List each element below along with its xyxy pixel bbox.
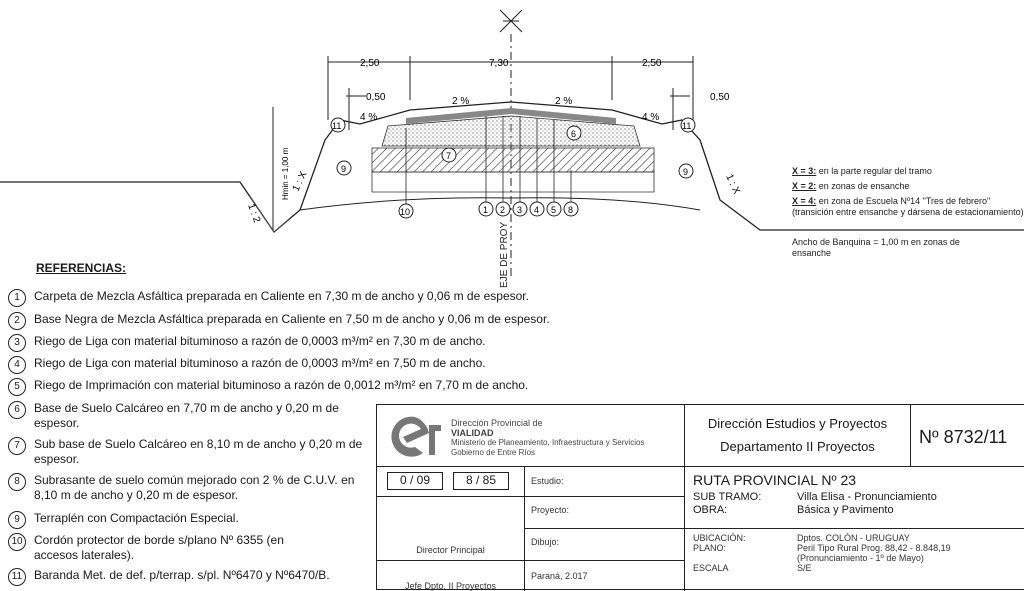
org-logo-cell bbox=[377, 405, 685, 467]
org-line3: Ministerio de Planeamiento, Infraestructura y Servicios bbox=[451, 438, 645, 447]
marker-5 bbox=[547, 202, 561, 216]
place-date: Paraná, 2.017 bbox=[525, 561, 685, 591]
obra-value: Básica y Pavimento bbox=[797, 504, 894, 516]
title-block bbox=[376, 404, 1024, 590]
route-cell bbox=[685, 467, 1024, 529]
svg-text:3: 3 bbox=[517, 205, 523, 215]
shoulder-slope-right: 4 % bbox=[642, 112, 660, 123]
escala-key: ESCALA bbox=[693, 563, 729, 573]
proyecto-cell: Proyecto: bbox=[525, 497, 685, 529]
reference-item: 2 Base Negra de Mezcla Asfáltica preparada en Caliente en 7,50 m de ancho y 0,06 m de espesor. bbox=[8, 312, 550, 330]
dept2: Departamento II Proyectos bbox=[720, 439, 875, 454]
dept-cell bbox=[685, 405, 911, 467]
marker-9-right bbox=[679, 164, 693, 178]
location-cell bbox=[685, 529, 1024, 591]
svg-text:1: 1 bbox=[483, 205, 489, 215]
marker-9-left bbox=[337, 161, 351, 175]
plano-value: Peril Tipo Rural Prog. 88,42 - 8.848,19 bbox=[797, 543, 951, 553]
reference-item: 11 Baranda Met. de def. p/terrap. s/pl. Nº6470 y Nº6470/B. bbox=[8, 568, 330, 586]
marker-6 bbox=[567, 126, 581, 140]
svg-text:7: 7 bbox=[446, 151, 452, 161]
svg-text:4: 4 bbox=[534, 205, 540, 215]
marker-3 bbox=[513, 202, 527, 216]
side-slope-left: 1 : X bbox=[290, 169, 310, 194]
marker-7 bbox=[442, 148, 456, 162]
org-line1: Dirección Provincial de bbox=[451, 418, 543, 428]
plano-key: PLANO: bbox=[693, 543, 727, 553]
reference-item: 5 Riego de Imprimación con material bituminoso a razón de 0,0012 m³/m² en 7,70 m de ancho. bbox=[8, 378, 528, 396]
note-x3: X = 3: en la parte regular del tramo bbox=[792, 166, 932, 176]
signature-director: Director Principal bbox=[377, 497, 525, 561]
sheet-number-2: 8 / 85 bbox=[453, 472, 509, 490]
vialidad-logo-icon bbox=[385, 411, 447, 461]
ubicacion-value: Dptos. COLÓN - URUGUAY bbox=[797, 533, 910, 543]
marker-8 bbox=[564, 202, 578, 216]
route-title: RUTA PROVINCIAL Nº 23 bbox=[693, 472, 857, 488]
org-line2: VIALIDAD bbox=[451, 428, 494, 438]
dibujo-cell: Dibujo: bbox=[525, 529, 685, 561]
axis-label: EJE DE PROY bbox=[499, 221, 510, 288]
dim-right: 2,50 bbox=[642, 58, 662, 69]
marker-11-right bbox=[681, 118, 695, 132]
svg-text:9: 9 bbox=[341, 164, 347, 174]
reference-item: 8 Subrasante de suelo común mejorado con 2 % de C.U.V. en 8,10 m de ancho y 0,20 m de espesor. bbox=[8, 473, 368, 503]
marker-1 bbox=[479, 202, 493, 216]
hmin-label: Hmin = 1,00 m bbox=[281, 147, 290, 200]
shoulder-slope-left: 4 % bbox=[360, 112, 378, 123]
dim-center: 7,30 bbox=[489, 58, 509, 69]
reference-item: 7 Sub base de Suelo Calcáreo en 8,10 m de ancho y 0,20 m de espesor. bbox=[8, 437, 368, 467]
crown-slope-left: 2 % bbox=[452, 96, 470, 107]
signature-jefe: Jefe Dpto. II Proyectos bbox=[377, 561, 525, 591]
marker-10 bbox=[399, 204, 413, 218]
estudio-cell: Estudio: bbox=[525, 467, 685, 497]
svg-text:11: 11 bbox=[332, 121, 342, 131]
marker-4 bbox=[530, 202, 544, 216]
reference-item: 6 Base de Suelo Calcáreo en 7,70 m de ancho y 0,20 m de espesor. bbox=[8, 401, 368, 431]
crown-slope-right: 2 % bbox=[555, 96, 573, 107]
reference-item: 9 Terraplén con Compactación Especial. bbox=[8, 511, 239, 529]
org-line4: Gobierno de Entre Ríos bbox=[451, 448, 536, 457]
subtramo-value: Villa Elisa - Pronunciamiento bbox=[797, 491, 937, 503]
dim-offset-left: 0,50 bbox=[366, 92, 386, 103]
subtramo-key: SUB TRAMO: bbox=[693, 491, 762, 503]
plan-number: Nº 8732/11 bbox=[911, 405, 1024, 467]
reference-item: 4 Riego de Liga con material bituminoso a razón de 0,0003 m³/m² en 7,50 m de ancho. bbox=[8, 356, 486, 374]
dim-offset-right: 0,50 bbox=[710, 92, 730, 103]
dept1: Dirección Estudios y Proyectos bbox=[707, 416, 888, 431]
escala-value: S/E bbox=[797, 563, 812, 573]
marker-2 bbox=[496, 202, 510, 216]
svg-text:9: 9 bbox=[683, 167, 689, 177]
svg-text:5: 5 bbox=[551, 205, 557, 215]
plano-value-2: (Pronunciamiento - 1º de Mayo) bbox=[797, 553, 924, 563]
svg-text:6: 6 bbox=[571, 129, 577, 139]
marker-11-left bbox=[331, 118, 345, 132]
reference-item: 3 Riego de Liga con material bituminoso a razón de 0,0003 m³/m² en 7,30 m de ancho. bbox=[8, 334, 486, 352]
axis-symbol-icon bbox=[500, 10, 522, 32]
svg-text:11: 11 bbox=[682, 121, 692, 131]
sheet-number: 0 / 09 bbox=[387, 472, 443, 490]
svg-text:8: 8 bbox=[568, 205, 574, 215]
sheet-cell bbox=[377, 467, 525, 497]
reference-item: 10 Cordón protector de borde s/plano Nº 6355 (en accesos laterales). bbox=[8, 533, 328, 563]
ubicacion-key: UBICACIÓN: bbox=[693, 533, 746, 543]
references-title: REFERENCIAS: bbox=[36, 261, 127, 275]
note-x2: X = 2: en zonas de ensanche bbox=[792, 181, 910, 191]
layer-subrasante bbox=[372, 172, 654, 192]
side-slope-right: 1 : X bbox=[723, 172, 742, 196]
svg-text:10: 10 bbox=[400, 207, 411, 217]
reference-item: 1 Carpeta de Mezcla Asfáltica preparada en Caliente en 7,30 m de ancho y 0,06 m de espesor. bbox=[8, 289, 529, 307]
obra-key: OBRA: bbox=[693, 504, 728, 516]
dim-left: 2,50 bbox=[360, 58, 380, 69]
ditch-slope: 1 : 2 bbox=[245, 202, 263, 225]
note-banquina: Ancho de Banquina = 1,00 m en zonas de ensanche bbox=[792, 237, 960, 258]
note-x4: X = 4: en zona de Escuela Nº14 "Tres de febrero" (transición entre ensanche y dársena de estacionamiento) bbox=[792, 196, 1024, 217]
svg-text:2: 2 bbox=[500, 205, 506, 215]
layer-subbase bbox=[372, 148, 654, 172]
